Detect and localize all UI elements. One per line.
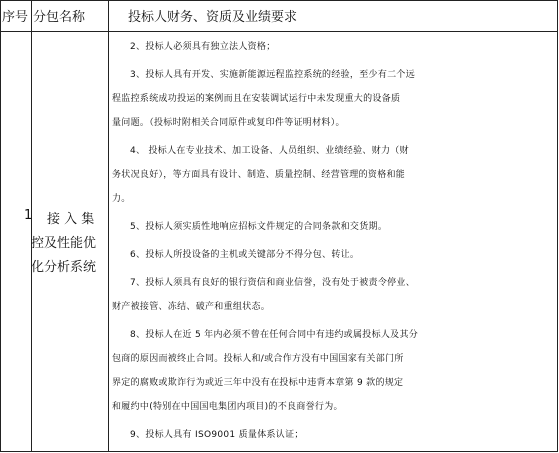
requirement-line: 务状况良好），等方面具有设计、制造、质量控制、经营管理的资格和能 [112, 170, 406, 180]
requirement-item [112, 271, 556, 319]
requirement-item [112, 35, 556, 59]
requirement-line: 财产被接管、冻结、破产和重组状态。 [112, 302, 271, 312]
requirements-cell [112, 35, 556, 451]
requirement-item [112, 139, 556, 211]
requirement-line: 力。 [112, 194, 131, 204]
package-name-line: 化分析系统 [31, 260, 97, 275]
requirement-item [112, 63, 556, 135]
requirement-item [112, 323, 556, 419]
requirement-line: 7、投标人须具有良好的银行资信和商业信誉，没有处于被责令停业、 [130, 278, 416, 288]
requirement-line: 界定的腐败或欺诈行为或近三年中没有在投标中违背本章第 9 款的规定 [112, 378, 404, 388]
requirement-line: 2、投标人必须具有独立法人资格； [130, 42, 276, 52]
header-seq: 序号 [2, 10, 29, 25]
package-name-line: 控及性能优 [31, 236, 97, 251]
requirement-item [112, 423, 556, 447]
requirement-line: 4、 投标人在专业技术、加工设备、人员组织、业绩经验、财力（财 [130, 146, 409, 156]
requirement-line: 8、投标人在近 5 年内必须不曾在任何合同中有违约或属投标人及其分 [130, 330, 419, 340]
header-package-name: 分包名称 [33, 10, 86, 25]
requirement-line: 5、投标人须实质性地响应招标文件规定的合同条款和交货期。 [130, 222, 388, 232]
requirement-line: 包商的原因而被终止合同。投标人和/或合作方没有中国国家有关部门所 [112, 354, 404, 364]
requirement-line: 3、投标人具有开发、实施新能源远程监控系统的经验，至少有二个远 [130, 70, 416, 80]
requirement-item [112, 243, 556, 267]
requirement-line: 和履约中(特别在中国国电集团内项目)的不良商誉行为。 [112, 402, 343, 412]
row-seq: 1 [24, 208, 33, 223]
requirement-line: 9、投标人具有 ISO9001 质量体系认证； [130, 430, 304, 440]
requirement-line: 6、投标人所投设备的主机或关键部分不得分包、转让。 [130, 250, 360, 260]
column-divider-2 [108, 0, 109, 451]
header-divider [0, 31, 557, 32]
requirement-item [112, 215, 556, 239]
requirement-line: 量问题。（投标时附相关合同原件或复印件等证明材料）。 [112, 118, 345, 128]
table-border-left [0, 0, 1, 451]
table-border-top [0, 0, 557, 1]
requirement-line: 程监控系统成功投运的案例而且在安装调试运行中未发现重大的设备质 [112, 94, 401, 104]
header-requirements: 投标人财务、资质及业绩要求 [128, 10, 298, 25]
row-package-name [31, 208, 105, 280]
package-name-line: 接 入 集 [47, 212, 95, 227]
